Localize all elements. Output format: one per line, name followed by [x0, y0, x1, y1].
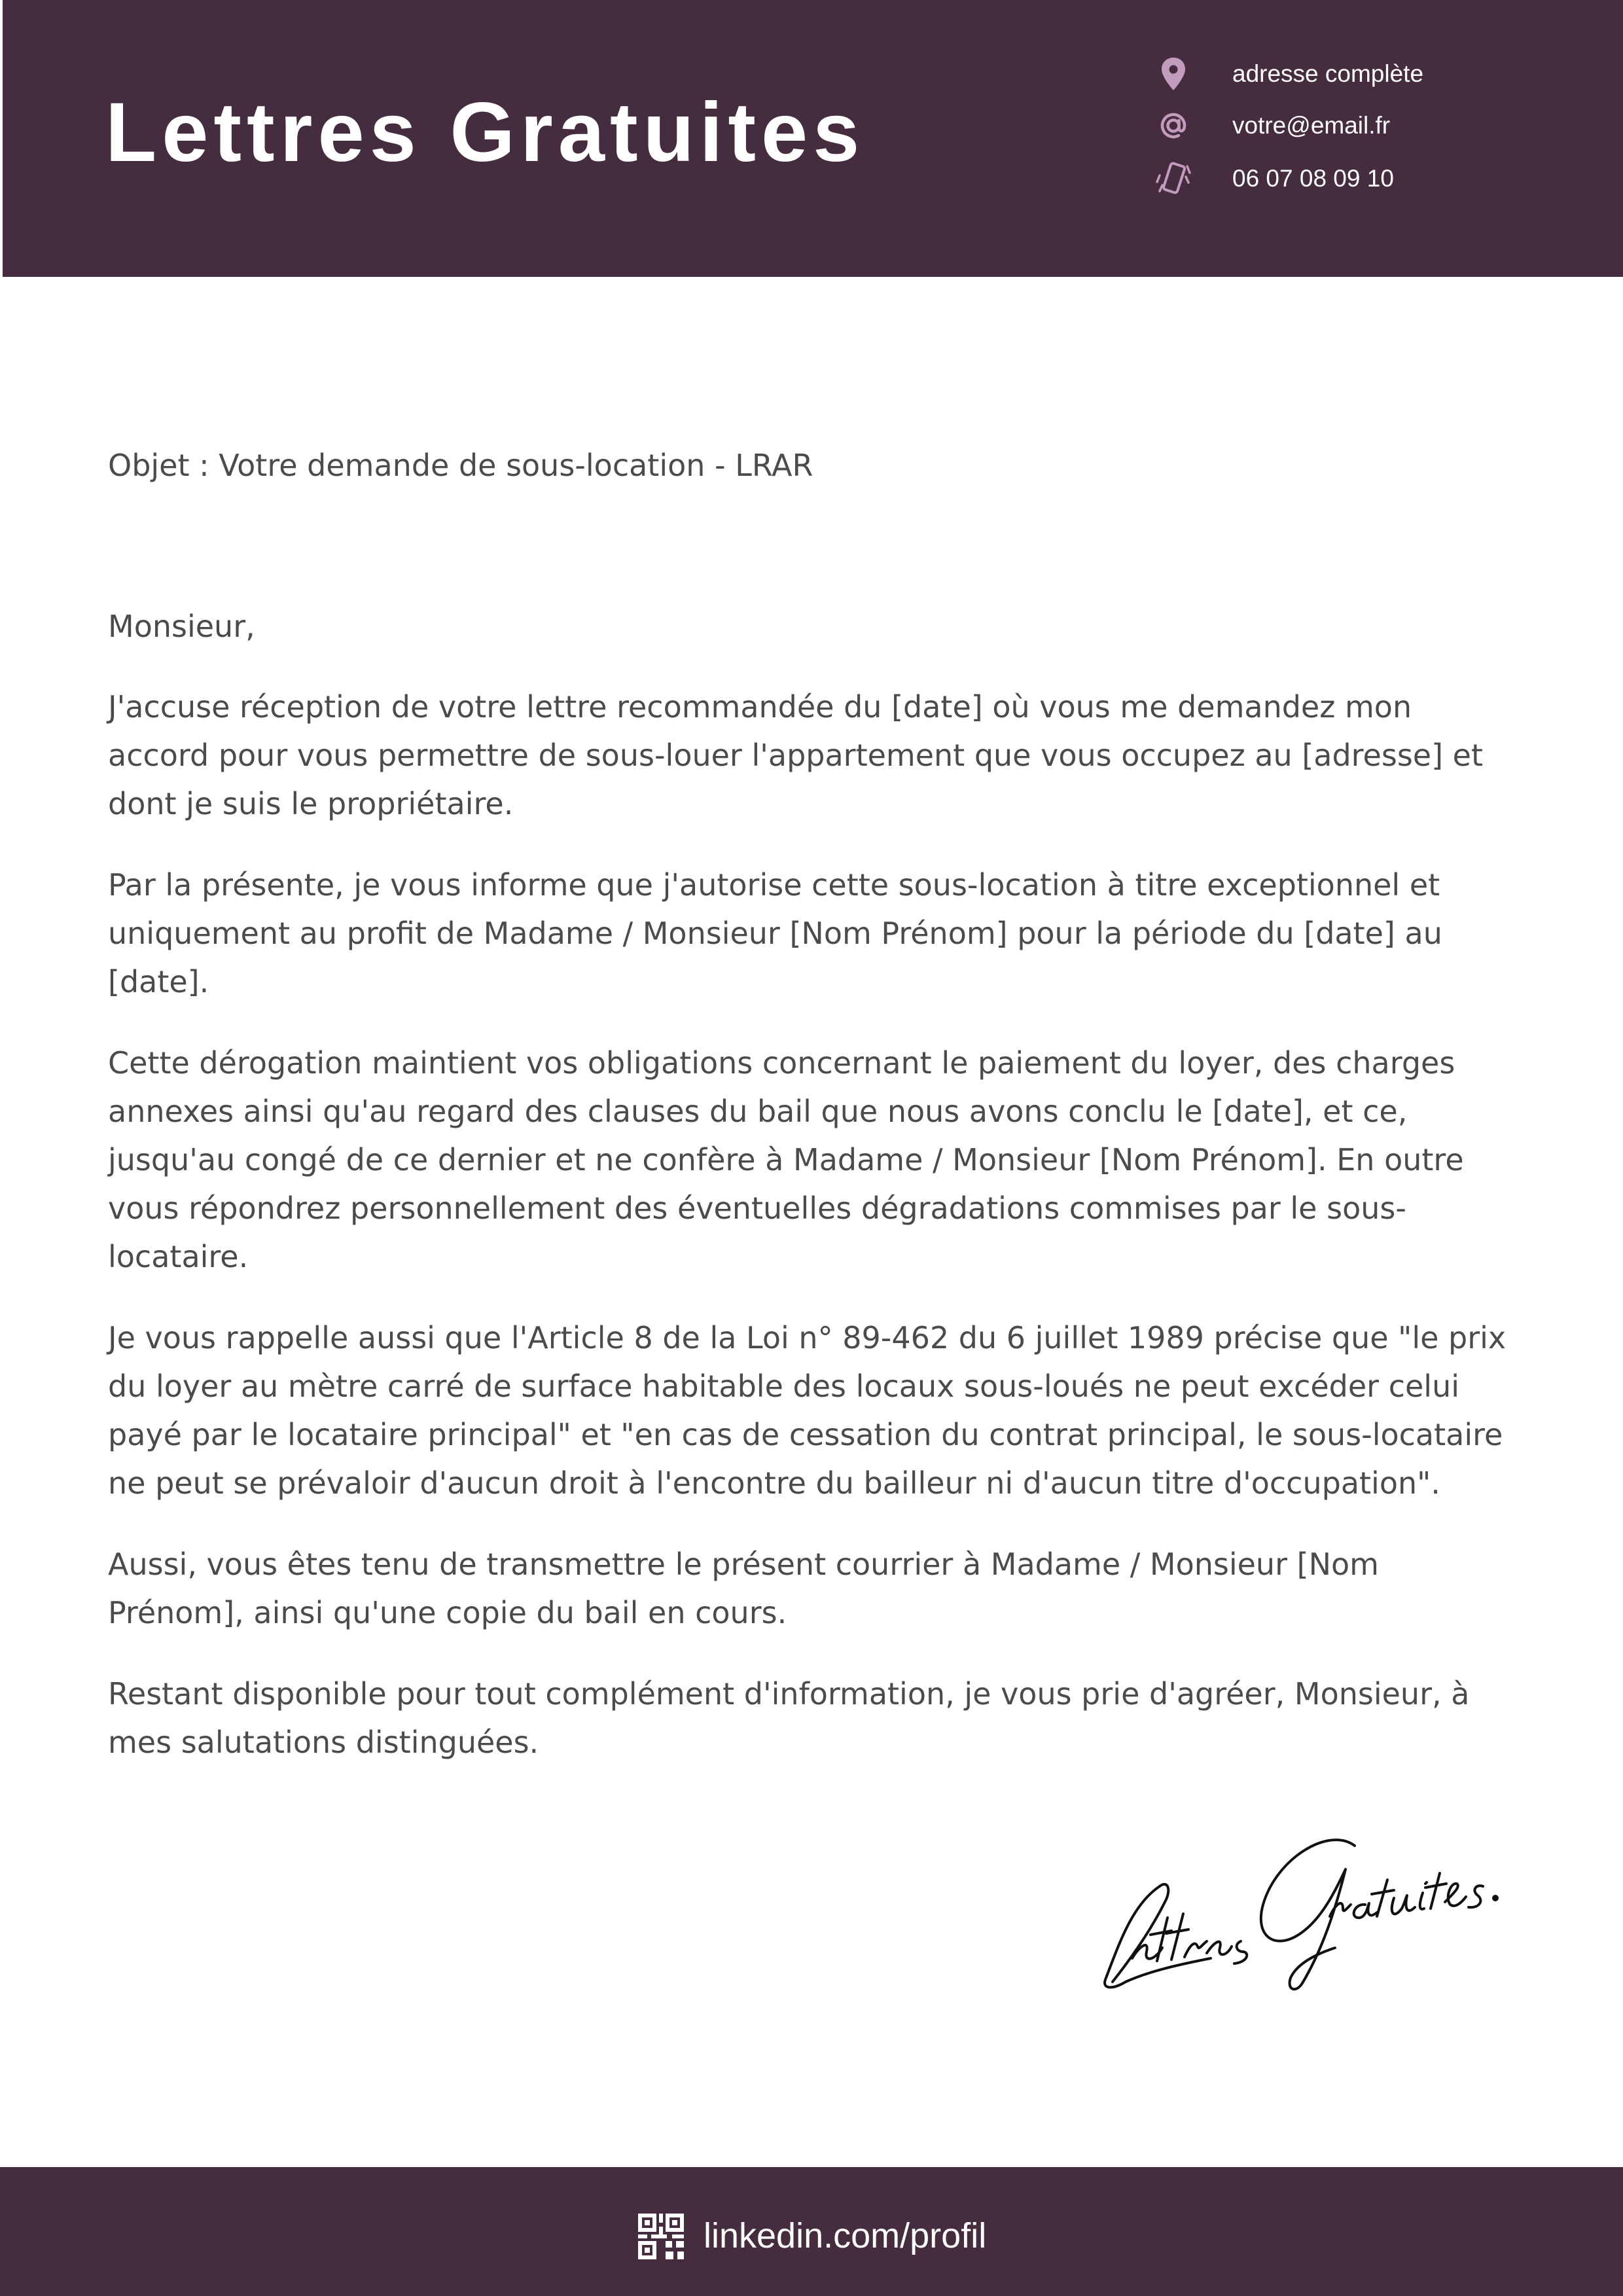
map-pin-icon [1153, 54, 1194, 94]
page-header [3, 0, 1623, 277]
letter-greeting: Monsieur, [108, 609, 255, 644]
letter-paragraph: J'accuse réception de votre lettre recommandée du [date] où vous me demandez mon accord pour vous permettre de sous-louer l'appartement que vous occupez au [adresse] et dont je suis le propriétaire. [108, 689, 1483, 821]
brand-title: Lettres Gratuites [105, 86, 865, 179]
letter-paragraph: Aussi, vous êtes tenu de transmettre le présent courrier à Madame / Monsieur [Nom Prénom], ainsi qu'une copie du bail en cours. [108, 1547, 1379, 1630]
contact-email [1153, 103, 1611, 149]
handwritten-signature [1086, 1806, 1518, 1996]
letter-paragraph: Je vous rappelle aussi que l'Article 8 de la Loi n° 89-462 du 6 juillet 1989 précise que "le prix du loyer au mètre carré de surface habitable des locaux sous-loués ne peut excéder celui payé par le locataire principal" et "en cas de cessation du contrat principal, le sous-locataire ne peut se prévaloir d'aucun droit à l'encontre du bailleur ni d'aucun titre d'occupation". [108, 1320, 1507, 1501]
contact-phone-text: 06 07 08 09 10 [1232, 165, 1394, 192]
contact-phone [1153, 156, 1611, 202]
contact-address-text: adresse complète [1232, 60, 1424, 87]
page-footer [0, 2167, 1623, 2296]
linkedin-link[interactable]: linkedin.com/profil [704, 2216, 987, 2255]
letter-paragraph: Restant disponible pour tout complément d'information, je vous prie d'agréer, Monsieur, à mes salutations distinguées. [108, 1676, 1470, 1760]
letter-paragraph: Cette dérogation maintient vos obligations concernant le paiement du loyer, des charges annexes ainsi qu'au regard des clauses du bail que nous avons conclu le [date], et ce, jusqu'au congé de ce dernier et ne confère à Madame / Monsieur [Nom Prénom]. En outre vous répondrez personnellement des éventuelles dégradations commises par le sous-locataire. [108, 1045, 1464, 1274]
phone-icon [1153, 158, 1194, 199]
letter-subject: Objet : Votre demande de sous-location - LRAR [108, 448, 813, 483]
at-icon [1153, 105, 1194, 146]
letter-body [108, 683, 1508, 1799]
letter-paragraph: Par la présente, je vous informe que j'autorise cette sous-location à titre exceptionnel et uniquement au profit de Madame / Monsieur [Nom Prénom] pour la période du [date] au [date]. [108, 867, 1442, 999]
contact-address [1153, 51, 1611, 97]
contact-email-text: votre@email.fr [1232, 112, 1391, 139]
qr-code-icon [638, 2214, 684, 2259]
